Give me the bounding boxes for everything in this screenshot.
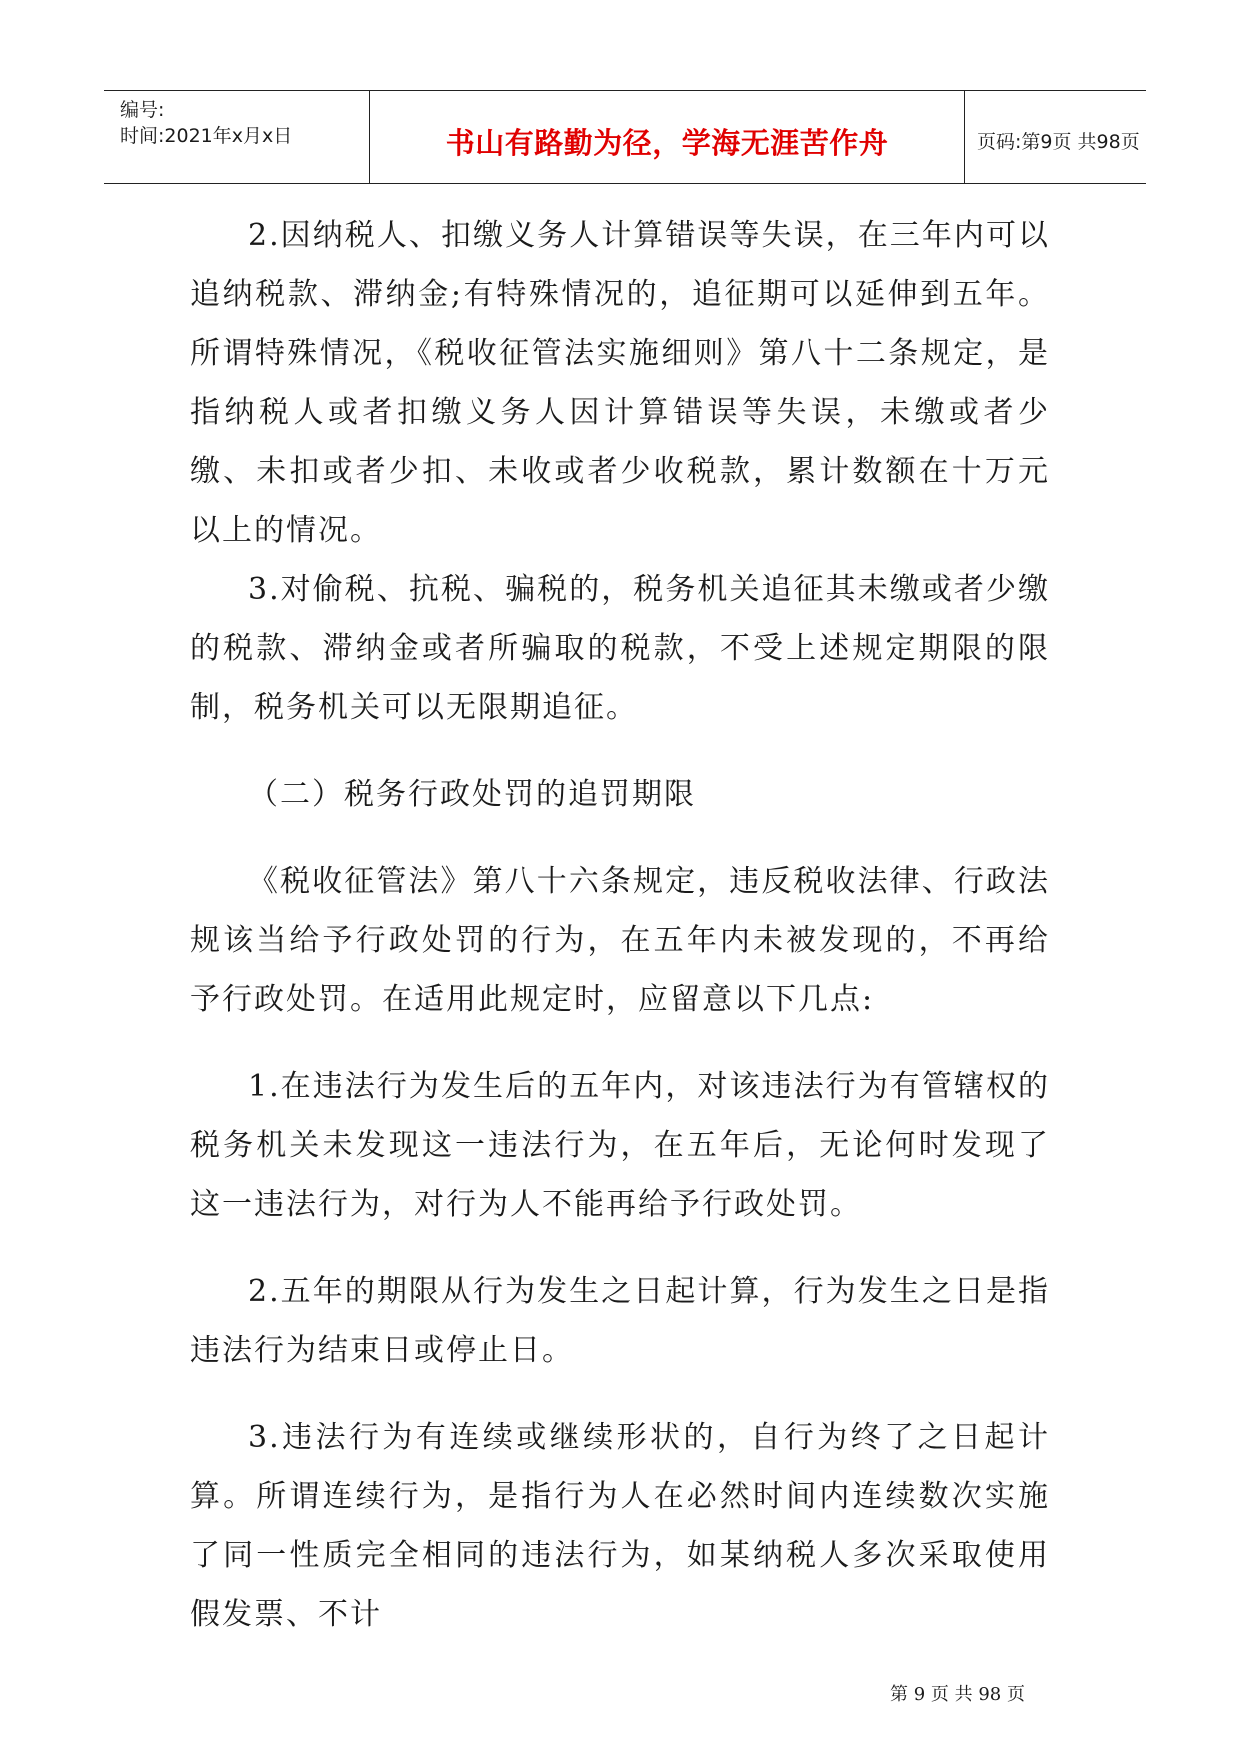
section-heading: （二）税务行政处罚的追罚期限: [248, 777, 696, 812]
header-page-cell: [965, 91, 1146, 183]
header-info-cell: [104, 91, 370, 183]
paragraph-article-86: 《税收征管法》第八十六条规定，违反税收法律、行政法规该当给予行政处罚的行为，在五年内未被发现的，不再给予行政处罚。在适用此规定时，应留意以下几点:: [190, 864, 1050, 1017]
paragraph-point-3: 3.违法行为有连续或继续形状的，自行为终了之日起计算。所谓连续行为，是指行为人在必然时间内连续数次实施了同一性质完全相同的违法行为，如某纳税人多次采取使用假发票、不计: [190, 1420, 1050, 1632]
page-footer-number: 第 9 页 共 98 页: [890, 1684, 1025, 1705]
page-header: [104, 90, 1146, 184]
paragraph-point-1: 1.在违法行为发生后的五年内，对该违法行为有管辖权的税务机关未发现这一违法行为，在五年后，无论何时发现了这一违法行为，对行为人不能再给予行政处罚。: [190, 1069, 1050, 1222]
paragraph-item-3: 3.对偷税、抗税、骗税的，税务机关追征其未缴或者少缴的税款、滞纳金或者所骗取的税款，不受上述规定期限的限制，税务机关可以无限期追征。: [190, 572, 1050, 725]
header-page-number: 页码:第9页 共98页: [977, 131, 1140, 153]
document-body: [190, 206, 1050, 1644]
paragraph-point-2: 2.五年的期限从行为发生之日起计算，行为发生之日是指违法行为结束日或停止日。: [190, 1274, 1050, 1368]
document-time-label: 时间:2021年x月x日: [120, 125, 293, 147]
document-code-label: 编号:: [120, 99, 165, 121]
paragraph-item-2: 2.因纳税人、扣缴义务人计算错误等失误，在三年内可以追纳税款、滞纳金;有特殊情况的，追征期可以延伸到五年。所谓特殊情况，《税收征管法实施细则》第八十二条规定，是指纳税人或者扣缴义务人因计算错误等失误，未缴或者少缴、未扣或者少扣、未收或者少收税款，累计数额在十万元以上的情况。: [190, 218, 1050, 548]
header-motto-cell: [370, 91, 965, 183]
header-motto: 书山有路勤为径，学海无涯苦作舟: [445, 126, 889, 160]
